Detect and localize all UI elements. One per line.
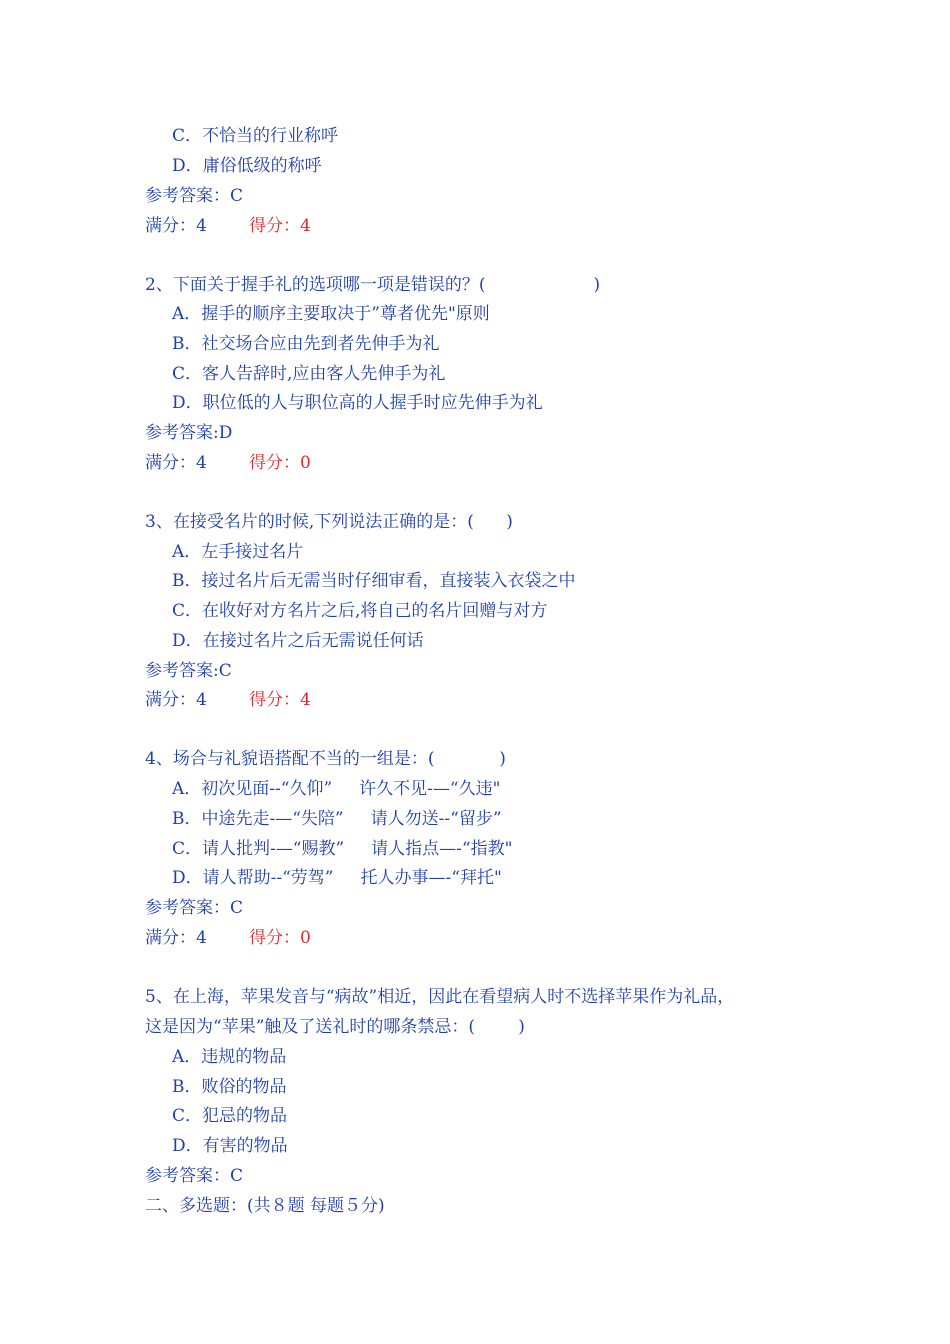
q1-option-c: C．不恰当的行业称呼 — [172, 126, 339, 146]
q4-option-a: A．初次见面--“久仰” 许久不见-—“久违" — [172, 779, 501, 799]
section-2-heading: 二、多选题：(共８题 每题５分) — [145, 1196, 385, 1216]
q5-option-b: B．败俗的物品 — [172, 1077, 287, 1097]
q2-option-d: D．职位低的人与职位高的人握手时应先伸手为礼 — [172, 393, 543, 413]
q5-option-a: A．违规的物品 — [172, 1047, 287, 1067]
q2-full-score: 满分：4 — [145, 453, 207, 473]
q5-option-d: D．有害的物品 — [172, 1136, 288, 1156]
q1-got-score: 得分：4 — [249, 216, 311, 236]
q1-full-score: 满分：4 — [145, 216, 207, 236]
q2-question: 2、下面关于握手礼的选项哪一项是错误的？( ) — [145, 275, 601, 295]
q4-full-score: 满分：4 — [145, 928, 207, 948]
q3-option-a: A．左手接过名片 — [172, 542, 304, 562]
q3-option-c: C．在收好对方名片之后,将自己的名片回赠与对方 — [172, 601, 548, 621]
q3-option-b: B．接过名片后无需当时仔细审看，直接装入衣袋之中 — [172, 571, 576, 591]
q2-answer: 参考答案:D — [145, 423, 233, 443]
q1-answer: 参考答案：C — [145, 186, 244, 206]
q2-option-b: B．社交场合应由先到者先伸手为礼 — [172, 334, 440, 354]
q4-option-b: B．中途先走-—“失陪” 请人勿送--“留步” — [172, 809, 502, 829]
q3-full-score: 满分：4 — [145, 690, 207, 710]
q4-question: 4、场合与礼貌语搭配不当的一组是：( ) — [145, 749, 506, 769]
q4-answer: 参考答案：C — [145, 898, 244, 918]
q2-option-a: A．握手的顺序主要取决于”尊者优先"原则 — [172, 304, 490, 324]
q3-answer: 参考答案:C — [145, 661, 232, 681]
q1-option-d: D．庸俗低级的称呼 — [172, 156, 322, 176]
q4-option-c: C．请人批判-—“赐教” 请人指点—-“指教" — [172, 839, 513, 859]
q5-answer: 参考答案：C — [145, 1166, 244, 1186]
q2-got-score: 得分：0 — [249, 453, 311, 473]
q5-option-c: C．犯忌的物品 — [172, 1106, 288, 1126]
q5-question-line1: 5、在上海，苹果发音与“病故”相近，因此在看望病人时不选择苹果作为礼品， — [145, 987, 735, 1007]
q3-question: 3、在接受名片的时候,下列说法正确的是：( ) — [145, 512, 513, 532]
q4-option-d: D．请人帮助--“劳驾” 托人办事—-“拜托" — [172, 868, 502, 888]
q2-option-c: C．客人告辞时,应由客人先伸手为礼 — [172, 364, 446, 384]
q3-option-d: D．在接过名片之后无需说任何话 — [172, 631, 424, 651]
q5-question-line2: 这是因为“苹果”触及了送礼时的哪条禁忌：( ) — [145, 1017, 525, 1037]
q3-got-score: 得分：4 — [249, 690, 311, 710]
q4-got-score: 得分：0 — [249, 928, 311, 948]
